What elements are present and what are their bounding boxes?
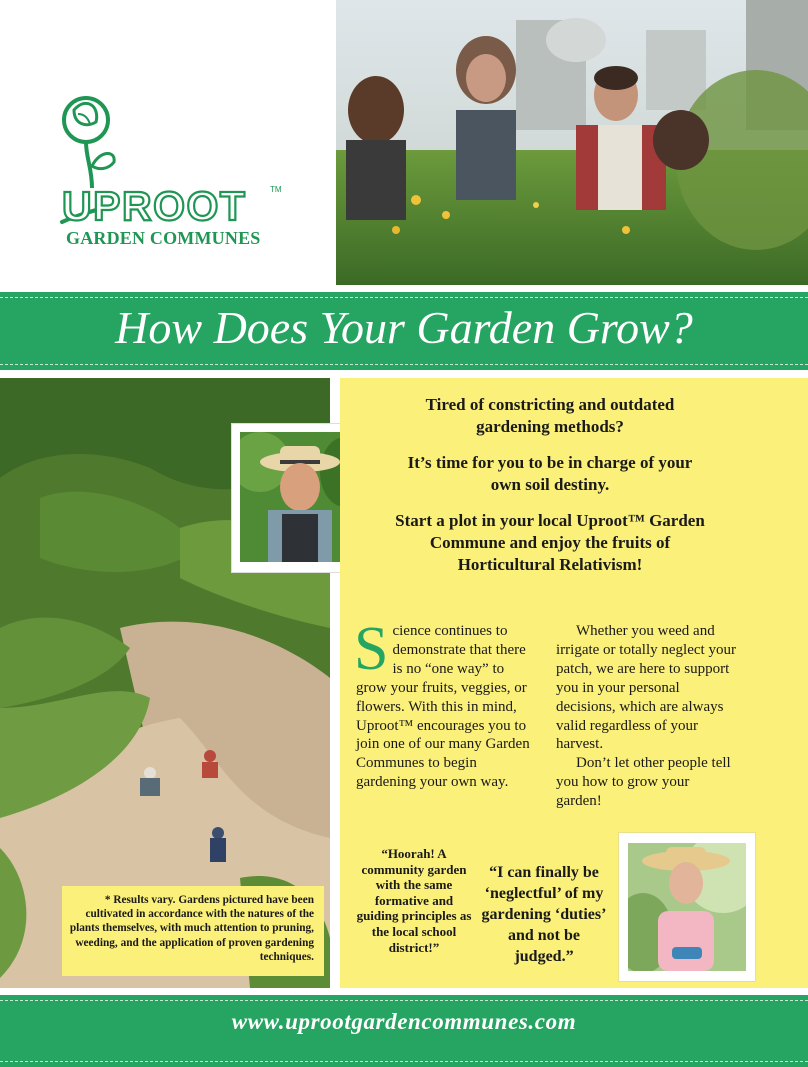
website-url-link[interactable]: www.uprootgardencommunes.com — [231, 1009, 577, 1034]
uproot-wordmark — [56, 88, 292, 228]
title-band — [0, 292, 808, 370]
logo-subtitle: GARDEN COMMUNES — [66, 228, 261, 248]
footer-top-rule — [0, 1000, 808, 1001]
body-column-2 — [556, 622, 736, 811]
hero-photo-gardeners — [336, 0, 808, 285]
trademark-mark: TM — [270, 185, 282, 194]
headline-3: Start a plot in your local Uproot™ Garden Commune and enjoy the fruits of Horticultural Relativism! — [395, 511, 705, 574]
drop-cap: S — [354, 615, 389, 683]
column-1-text: cience continues to demonstrate that there is no “one way” to grow your fruits, veggies, or flowers. With this in mind, Uproot™ encourages you to join one of our many Garden Communes to begin gardening your own way. — [356, 623, 530, 791]
headline-1: Tired of constricting and outdated gardening methods? — [425, 395, 675, 436]
body-column-1 — [354, 615, 531, 792]
bottom-dashed-rule — [0, 364, 808, 365]
woman-portrait-photo — [619, 833, 755, 981]
footer-band — [0, 995, 808, 1067]
column-2-paragraph-1: Whether you weed and irrigate or totally neglect your patch, we are here to support you in your personal decisions, which are always valid regardless of your harvest. — [556, 623, 736, 753]
page-title: How Does Your Garden Grow? — [115, 302, 693, 353]
results-disclaimer: * Results vary. Gardens pictured have been cultivated in accordance with the natures of the plants themselves, with much attention to pruning, weeding, and the application of proven gardening techniques. — [62, 886, 324, 976]
testimonial-quote-1: “Hoorah! A community garden with the same formative and guiding principles as the local school district!” — [356, 846, 472, 955]
top-dashed-rule — [0, 297, 808, 298]
column-2-paragraph-2: Don’t let other people tell you how to grow your garden! — [556, 755, 731, 810]
footer-bottom-rule — [0, 1061, 808, 1062]
testimonial-quote-2: “I can finally be ‘neglectful’ of my gardening ‘duties’ and not be judged.” — [481, 864, 607, 965]
headline-2: It’s time for you to be in charge of your own soil destiny. — [407, 453, 693, 494]
wordmark-text: UPROOT — [62, 183, 247, 228]
